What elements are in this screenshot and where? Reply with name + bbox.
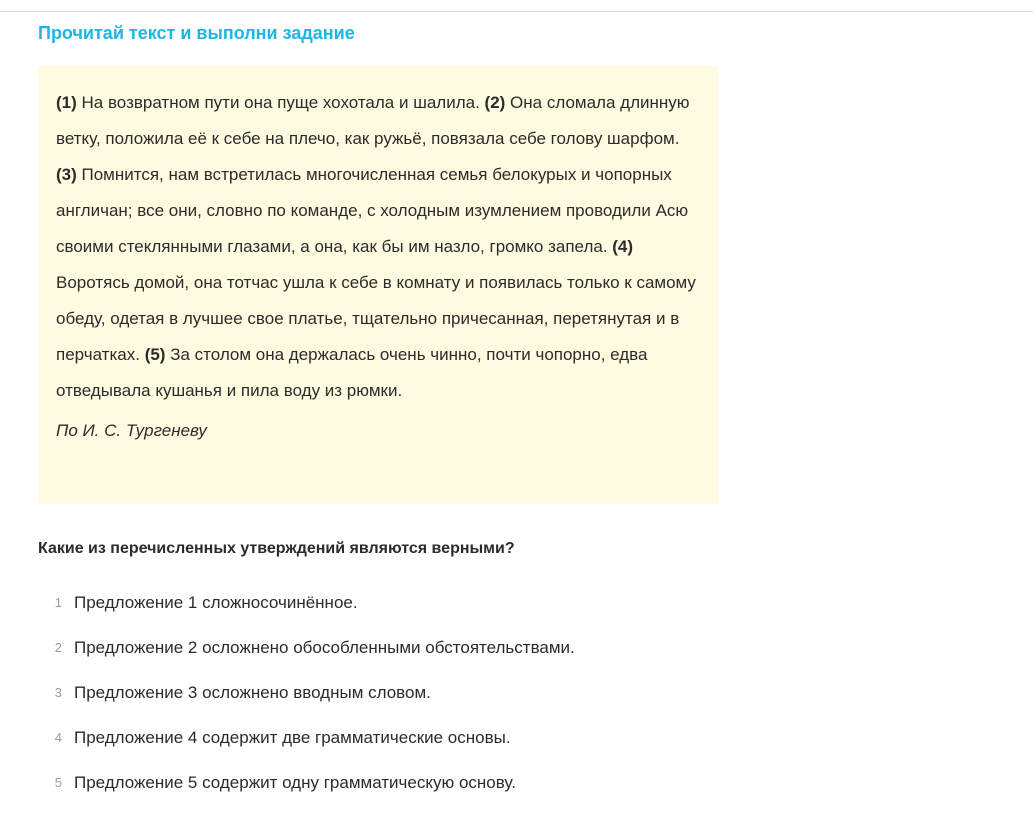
sentence-number: (2): [484, 93, 506, 112]
option-text: Предложение 2 осложнено обособленными обстоятельствами.: [74, 638, 575, 657]
answer-option[interactable]: [38, 680, 575, 725]
option-number: 3: [54, 685, 62, 700]
sentence-text: Воротясь домой, она тотчас ушла к себе в комнату и появилась только к самому обеду, одетая в лучшее свое платье, тщательно причесанная, перетянутая и в перчатках.: [56, 273, 696, 364]
passage-text: [56, 85, 700, 409]
task-heading: Прочитай текст и выполни задание: [38, 23, 355, 43]
sentence-text: Помнится, нам встретилась многочисленная семья белокурых и чопорных англичан; все они, словно по команде, с холодным изумлением проводили Асю своими стеклянными глазами, а она, как бы им назло, громко запела.: [56, 165, 689, 256]
sentence-number: (5): [144, 345, 166, 364]
sentence-text: Она сломала длинную ветку, положила её к себе на плечо, как ружьё, повязала себе голову шарфом.: [56, 93, 690, 148]
question-text: Какие из перечисленных утверждений являются верными?: [38, 540, 515, 557]
option-text: Предложение 3 осложнено вводным словом.: [74, 683, 431, 702]
option-text: Предложение 1 сложносочинённое.: [74, 593, 358, 612]
top-divider: [0, 11, 1033, 12]
sentence-number: (1): [56, 93, 77, 112]
passage-author: По И. С. Тургеневу: [56, 421, 207, 440]
answer-option[interactable]: [38, 725, 575, 770]
option-text: Предложение 4 содержит две грамматические основы.: [74, 728, 511, 747]
answer-option[interactable]: [38, 590, 575, 635]
sentence-text: За столом она держалась очень чинно, почти чопорно, едва отведывала кушанья и пила воду из рюмки.: [56, 345, 648, 400]
answer-option[interactable]: [38, 770, 575, 815]
option-number: 1: [54, 595, 62, 610]
answer-options-list: [38, 590, 575, 815]
answer-option[interactable]: [38, 635, 575, 680]
sentence-number: (3): [56, 165, 77, 184]
sentence-text: На возвратном пути она пуще хохотала и шалила.: [76, 93, 485, 112]
option-text: Предложение 5 содержит одну грамматическую основу.: [74, 773, 516, 792]
option-number: 2: [54, 640, 62, 655]
reading-passage-box: [38, 66, 718, 504]
option-number: 4: [54, 730, 62, 745]
sentence-number: (4): [612, 237, 634, 256]
option-number: 5: [54, 775, 62, 790]
